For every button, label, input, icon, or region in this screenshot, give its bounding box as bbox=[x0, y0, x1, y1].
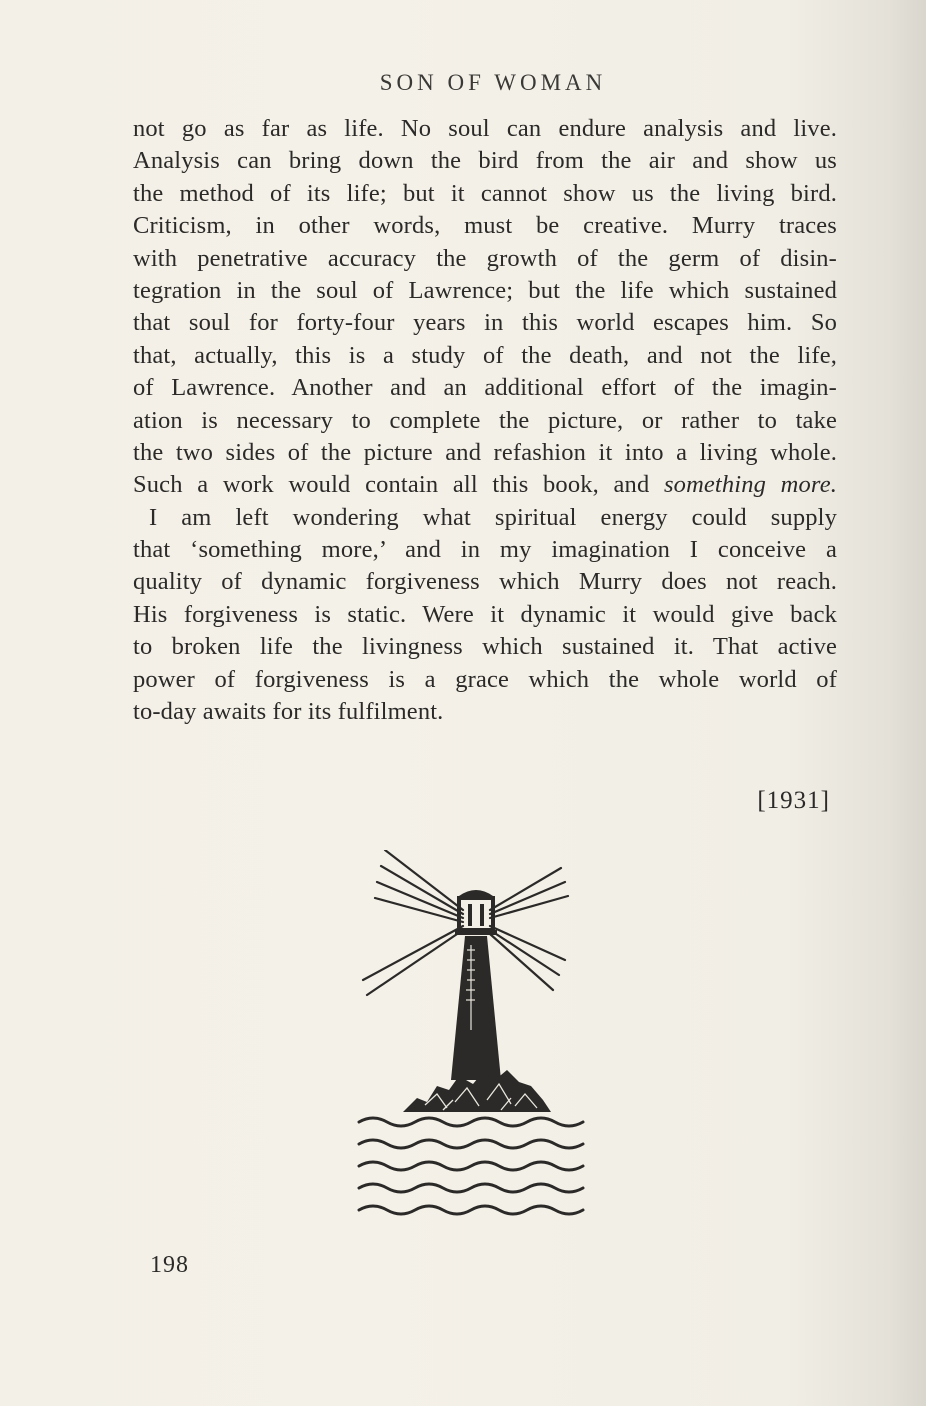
text-line: that ‘something more,’ and in my imagination I conceive a bbox=[133, 536, 837, 564]
text-line: I am left wondering what spiritual energy could supply bbox=[149, 503, 837, 531]
text-line: that soul for forty-four years in this world escapes him. So bbox=[133, 309, 837, 337]
running-head: SON OF WOMAN bbox=[379, 70, 607, 95]
text-line: of Lawrence. Another and an additional effort of the imagin- bbox=[133, 374, 837, 402]
text-line: that, actually, this is a study of the death, and not the life, bbox=[133, 341, 837, 369]
page-number: 198 bbox=[150, 1252, 189, 1278]
text-run: Such a work would contain all this book, and bbox=[133, 471, 664, 499]
body-text bbox=[133, 113, 837, 728]
text-line: the method of its life; but it cannot show us the living bird. bbox=[133, 179, 837, 207]
text-line: ation is necessary to complete the picture, or rather to take bbox=[133, 406, 837, 434]
text-line: not go as far as life. No soul can endure analysis and live. bbox=[133, 115, 837, 142]
text-line: to broken life the livingness which sustained it. That active bbox=[133, 633, 837, 661]
text-line: power of forgiveness is a grace which the whole world of bbox=[133, 665, 837, 693]
lighthouse-icon bbox=[355, 850, 595, 1230]
text-line: to-day awaits for its fulfilment. bbox=[133, 698, 444, 726]
text-line: quality of dynamic forgiveness which Murry does not reach. bbox=[133, 568, 837, 596]
date-note: [1931] bbox=[757, 787, 830, 814]
text-line-final bbox=[133, 469, 837, 501]
text-line: the two sides of the picture and refashion it into a living whole. bbox=[133, 438, 837, 466]
text-line: tegration in the soul of Lawrence; but the life which sustained bbox=[133, 276, 837, 304]
text-line: His forgiveness is static. Were it dynamic it would give back bbox=[133, 600, 837, 628]
italic-emphasis: something more. bbox=[663, 471, 837, 499]
text-line: Criticism, in other words, must be creative. Murry traces bbox=[133, 212, 837, 240]
text-line: Analysis can bring down the bird from the air and show us bbox=[133, 147, 837, 175]
text-line: with penetrative accuracy the growth of the germ of disin- bbox=[133, 244, 837, 272]
